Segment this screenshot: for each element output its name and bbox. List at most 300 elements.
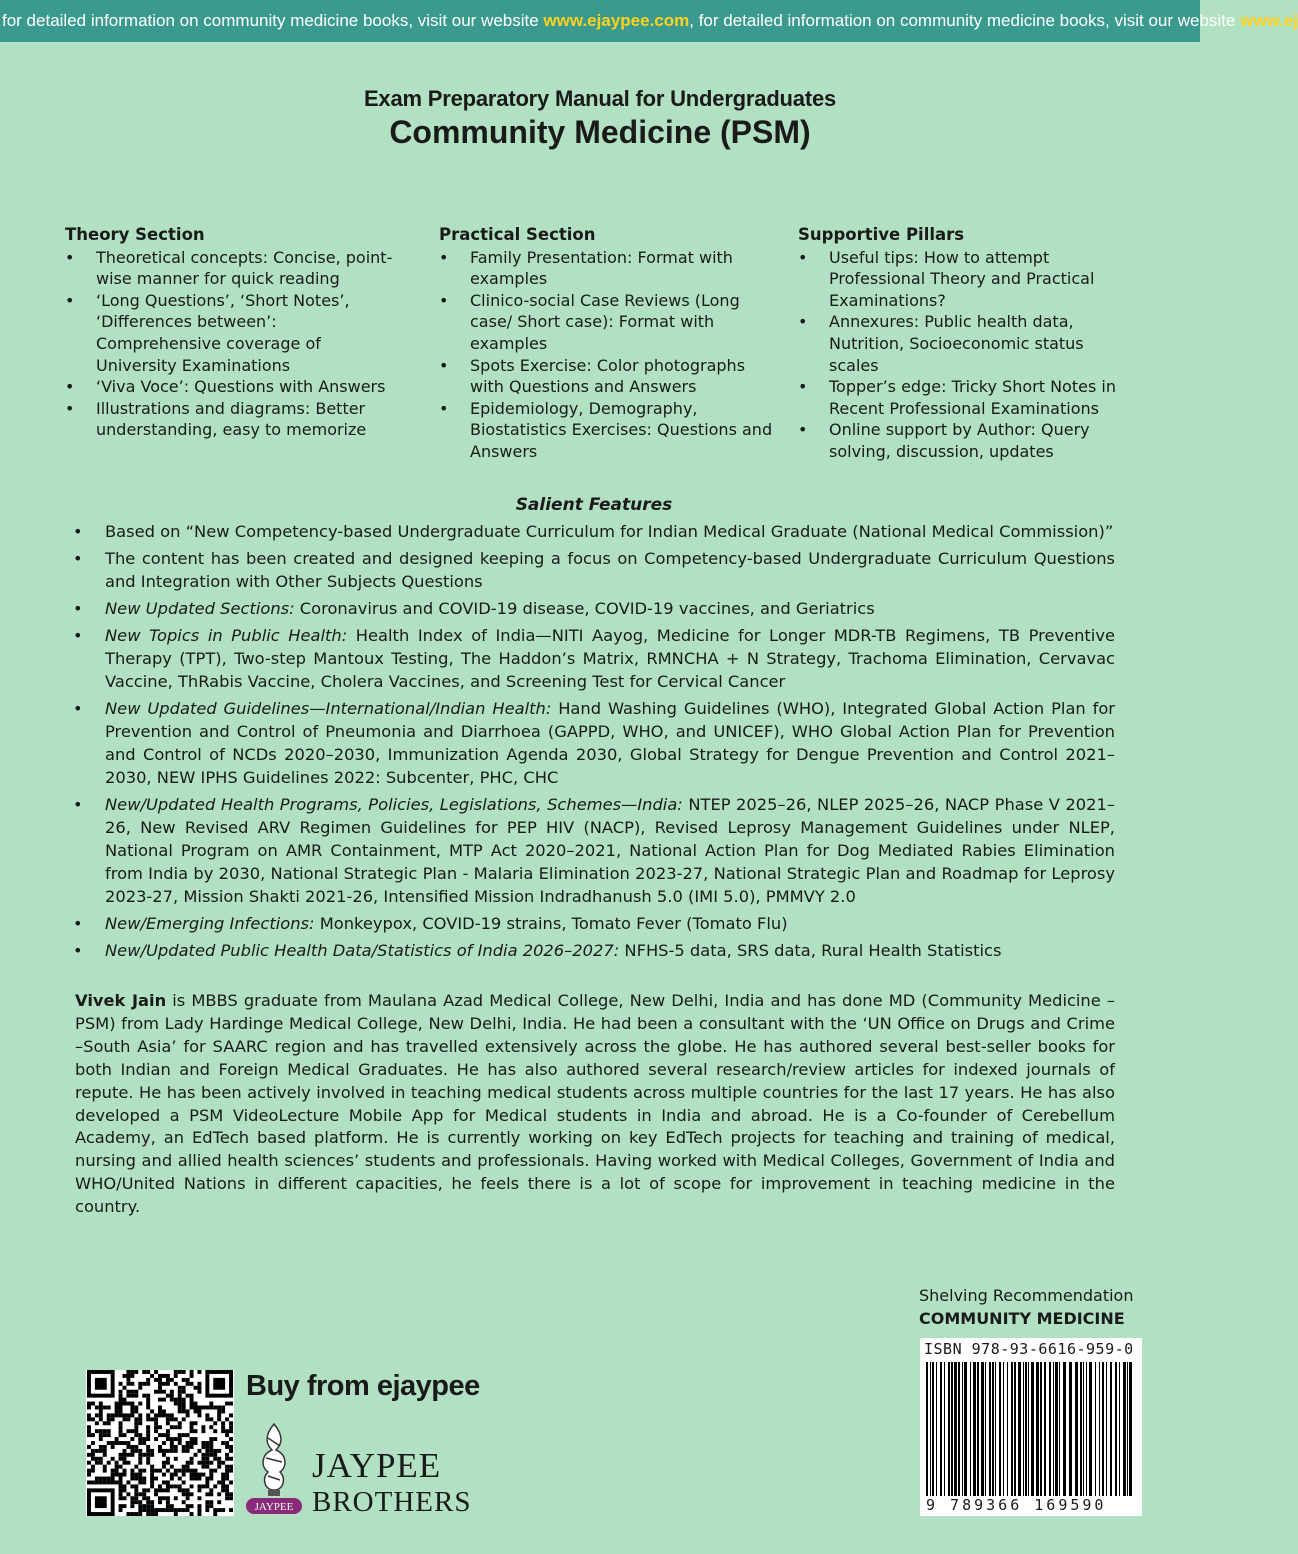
qr-module bbox=[182, 1508, 186, 1512]
qr-module bbox=[123, 1496, 127, 1500]
qr-module bbox=[197, 1382, 201, 1386]
qr-module bbox=[138, 1437, 142, 1441]
qr-module bbox=[182, 1465, 186, 1469]
qr-module bbox=[126, 1390, 130, 1394]
barcode-bar bbox=[962, 1362, 963, 1497]
qr-module bbox=[166, 1374, 170, 1378]
qr-module bbox=[209, 1445, 213, 1449]
qr-module bbox=[229, 1421, 233, 1425]
qr-module bbox=[213, 1469, 217, 1473]
qr-module bbox=[158, 1484, 162, 1488]
qr-module bbox=[174, 1496, 178, 1500]
qr-module bbox=[197, 1504, 201, 1508]
qr-module bbox=[130, 1504, 134, 1508]
qr-module bbox=[123, 1453, 127, 1457]
qr-module bbox=[186, 1504, 190, 1508]
qr-module bbox=[178, 1390, 182, 1394]
qr-module bbox=[91, 1402, 95, 1406]
qr-module bbox=[209, 1437, 213, 1441]
qr-module bbox=[186, 1378, 190, 1382]
barcode-bar bbox=[926, 1362, 928, 1497]
qr-module bbox=[130, 1406, 134, 1410]
qr-module bbox=[103, 1480, 107, 1484]
qr-module bbox=[166, 1496, 170, 1500]
qr-module bbox=[190, 1382, 194, 1386]
qr-module bbox=[99, 1406, 103, 1410]
qr-module bbox=[158, 1425, 162, 1429]
qr-module bbox=[119, 1473, 123, 1477]
qr-module bbox=[119, 1457, 123, 1461]
qr-module bbox=[123, 1469, 127, 1473]
barcode-bar bbox=[954, 1362, 957, 1497]
qr-module bbox=[190, 1457, 194, 1461]
qr-module bbox=[95, 1496, 107, 1508]
qr-module bbox=[107, 1406, 111, 1410]
qr-module bbox=[178, 1437, 182, 1441]
qr-module bbox=[146, 1398, 150, 1402]
barcode-bar bbox=[1069, 1362, 1072, 1497]
qr-module bbox=[142, 1469, 146, 1473]
barcode-bar bbox=[981, 1362, 984, 1497]
qr-module bbox=[162, 1398, 166, 1402]
qr-module bbox=[130, 1469, 134, 1473]
qr-module bbox=[197, 1390, 201, 1394]
qr-module bbox=[150, 1374, 154, 1378]
qr-module bbox=[138, 1457, 142, 1461]
qr-module bbox=[158, 1406, 162, 1410]
qr-module bbox=[158, 1413, 162, 1417]
feature-text: NFHS-5 data, SRS data, Rural Health Statistics bbox=[619, 941, 1002, 960]
qr-module bbox=[170, 1473, 174, 1477]
barcode-bar bbox=[973, 1362, 976, 1497]
qr-module bbox=[99, 1402, 103, 1406]
feature-item bbox=[73, 912, 1115, 935]
website-link-1[interactable]: www.ejaypee.com bbox=[543, 11, 690, 30]
qr-module bbox=[99, 1449, 103, 1453]
salient-features bbox=[73, 494, 1115, 966]
qr-module bbox=[158, 1449, 162, 1453]
qr-module bbox=[213, 1512, 217, 1516]
barcode-bar bbox=[992, 1362, 994, 1497]
qr-module bbox=[186, 1433, 190, 1437]
qr-module bbox=[146, 1488, 150, 1492]
qr-module bbox=[197, 1496, 201, 1500]
qr-module bbox=[201, 1406, 205, 1410]
qr-module bbox=[162, 1413, 166, 1417]
qr-module bbox=[225, 1465, 229, 1469]
qr-module bbox=[146, 1457, 150, 1461]
qr-module bbox=[190, 1445, 194, 1449]
feature-item bbox=[73, 624, 1115, 693]
qr-module bbox=[209, 1473, 213, 1477]
qr-module bbox=[182, 1473, 186, 1477]
qr-module bbox=[130, 1409, 134, 1413]
qr-module bbox=[123, 1433, 127, 1437]
qr-module bbox=[197, 1370, 201, 1374]
feature-item bbox=[73, 547, 1115, 593]
qr-module bbox=[103, 1449, 107, 1453]
qr-module bbox=[229, 1402, 233, 1406]
qr-module bbox=[229, 1425, 233, 1429]
qr-module bbox=[197, 1386, 201, 1390]
qr-module bbox=[158, 1409, 162, 1413]
qr-module bbox=[170, 1425, 174, 1429]
qr-module bbox=[119, 1409, 123, 1413]
book-header bbox=[0, 86, 1200, 151]
qr-module bbox=[201, 1453, 205, 1457]
qr-module bbox=[162, 1473, 166, 1477]
book-subtitle: Exam Preparatory Manual for Undergraduates bbox=[363, 86, 837, 111]
qr-module bbox=[134, 1465, 138, 1469]
theory-item: • ‘Long Questions’, ‘Short Notes’, ‘Differences between’: Comprehensive coverage of University Examinations bbox=[65, 290, 395, 376]
qr-module bbox=[146, 1445, 150, 1449]
qr-module bbox=[150, 1480, 154, 1484]
qr-module bbox=[197, 1461, 201, 1465]
qr-module bbox=[205, 1441, 209, 1445]
qr-module bbox=[162, 1496, 166, 1500]
salient-heading: Salient Features bbox=[515, 495, 673, 515]
qr-module bbox=[170, 1449, 174, 1453]
qr-module bbox=[217, 1480, 221, 1484]
qr-module bbox=[146, 1504, 150, 1508]
qr-module bbox=[166, 1469, 170, 1473]
qr-module bbox=[205, 1453, 209, 1457]
qr-module bbox=[138, 1477, 142, 1481]
qr-module bbox=[170, 1445, 174, 1449]
qr-module bbox=[138, 1417, 142, 1421]
qr-module bbox=[162, 1461, 166, 1465]
qr-module bbox=[209, 1453, 213, 1457]
qr-module bbox=[170, 1413, 174, 1417]
qr-module bbox=[146, 1461, 150, 1465]
qr-module bbox=[166, 1461, 170, 1465]
qr-module bbox=[186, 1496, 190, 1500]
qr-module bbox=[190, 1484, 194, 1488]
qr-module bbox=[123, 1374, 127, 1378]
qr-module bbox=[119, 1382, 123, 1386]
qr-module bbox=[91, 1449, 95, 1453]
qr-module bbox=[186, 1488, 190, 1492]
qr-module bbox=[142, 1480, 146, 1484]
barcode-icon bbox=[926, 1362, 1136, 1497]
qr-module bbox=[221, 1441, 225, 1445]
qr-module bbox=[201, 1441, 205, 1445]
qr-module bbox=[158, 1433, 162, 1437]
qr-module bbox=[178, 1398, 182, 1402]
qr-module bbox=[119, 1484, 123, 1488]
qr-module bbox=[197, 1409, 201, 1413]
qr-module bbox=[221, 1473, 225, 1477]
qr-module bbox=[146, 1453, 150, 1457]
feature-lead: New Updated Guidelines—International/Indian Health: bbox=[105, 699, 552, 718]
qr-module bbox=[91, 1417, 95, 1421]
qr-module bbox=[205, 1480, 209, 1484]
qr-module bbox=[150, 1465, 154, 1469]
qr-module bbox=[221, 1477, 225, 1481]
book-title: Community Medicine (PSM) bbox=[389, 114, 811, 150]
qr-module bbox=[158, 1382, 162, 1386]
qr-module bbox=[190, 1504, 194, 1508]
barcode-bar bbox=[951, 1362, 953, 1497]
qr-module bbox=[182, 1433, 186, 1437]
qr-module bbox=[221, 1409, 225, 1413]
qr-module bbox=[115, 1409, 119, 1413]
publisher-line-1: JAYPEE bbox=[312, 1446, 442, 1485]
qr-module bbox=[134, 1492, 138, 1496]
qr-module bbox=[130, 1477, 134, 1481]
qr-module bbox=[178, 1469, 182, 1473]
qr-module bbox=[225, 1429, 229, 1433]
qr-module bbox=[221, 1480, 225, 1484]
qr-module bbox=[182, 1417, 186, 1421]
qr-module bbox=[162, 1433, 166, 1437]
qr-module bbox=[91, 1433, 95, 1437]
qr-module bbox=[170, 1394, 174, 1398]
qr-module bbox=[174, 1457, 178, 1461]
qr-module bbox=[166, 1429, 170, 1433]
practical-item: • Clinico-social Case Reviews (Long case/ Short case): Format with examples bbox=[439, 290, 774, 355]
barcode-bar bbox=[1055, 1362, 1058, 1497]
qr-module bbox=[130, 1413, 134, 1417]
qr-module bbox=[178, 1441, 182, 1445]
qr-module bbox=[182, 1488, 186, 1492]
qr-module bbox=[115, 1469, 119, 1473]
feature-text: Coronavirus and COVID-19 disease, COVID-19 vaccines, and Geriatrics bbox=[294, 599, 875, 618]
qr-module bbox=[158, 1445, 162, 1449]
feature-text: Based on “New Competency-based Undergraduate Curriculum for Indian Medical Graduate (National Medical Commission)” bbox=[105, 522, 1114, 541]
qr-module bbox=[186, 1461, 190, 1465]
qr-module bbox=[134, 1512, 138, 1516]
logo-badge-text: JAYPEE bbox=[254, 1501, 294, 1513]
qr-module bbox=[186, 1441, 190, 1445]
qr-module bbox=[178, 1433, 182, 1437]
qr-module bbox=[123, 1484, 127, 1488]
qr-module bbox=[146, 1512, 150, 1516]
feature-lead: New/Updated Health Programs, Policies, Legislations, Schemes—India: bbox=[105, 795, 683, 814]
qr-module bbox=[142, 1370, 146, 1374]
qr-module bbox=[229, 1449, 233, 1453]
qr-module bbox=[158, 1500, 162, 1504]
qr-module bbox=[99, 1433, 103, 1437]
qr-module bbox=[162, 1382, 166, 1386]
qr-module bbox=[170, 1398, 174, 1402]
qr-module bbox=[201, 1461, 205, 1465]
qr-module bbox=[134, 1449, 138, 1453]
barcode-bar bbox=[1110, 1362, 1112, 1497]
qr-module bbox=[174, 1484, 178, 1488]
qr-module bbox=[229, 1437, 233, 1441]
shelving-label: Shelving Recommendation bbox=[919, 1286, 1134, 1305]
qr-module bbox=[186, 1465, 190, 1469]
qr-module bbox=[174, 1437, 178, 1441]
qr-module bbox=[123, 1398, 127, 1402]
qr-module bbox=[154, 1417, 158, 1421]
qr-module bbox=[150, 1508, 154, 1512]
qr-module bbox=[209, 1406, 213, 1410]
qr-module bbox=[205, 1492, 209, 1496]
qr-module bbox=[229, 1492, 233, 1496]
qr-module bbox=[111, 1469, 115, 1473]
qr-module bbox=[154, 1390, 158, 1394]
qr-module bbox=[134, 1409, 138, 1413]
qr-module bbox=[154, 1425, 158, 1429]
qr-module bbox=[170, 1441, 174, 1445]
qr-module bbox=[95, 1461, 99, 1465]
qr-module bbox=[115, 1461, 119, 1465]
qr-module bbox=[182, 1449, 186, 1453]
qr-module bbox=[201, 1473, 205, 1477]
qr-module bbox=[205, 1461, 209, 1465]
qr-module bbox=[146, 1429, 150, 1433]
feature-lead: New/Emerging Infections: bbox=[105, 914, 315, 933]
qr-module bbox=[174, 1508, 178, 1512]
qr-module bbox=[209, 1449, 213, 1453]
qr-module bbox=[229, 1457, 233, 1461]
website-link-2[interactable]: www.ej bbox=[1240, 11, 1298, 30]
qr-module bbox=[201, 1425, 205, 1429]
feature-item bbox=[73, 697, 1115, 789]
qr-module bbox=[190, 1374, 194, 1378]
qr-module bbox=[186, 1409, 190, 1413]
qr-module bbox=[138, 1473, 142, 1477]
qr-module bbox=[166, 1437, 170, 1441]
qr-module bbox=[123, 1449, 127, 1453]
qr-module bbox=[197, 1512, 201, 1516]
qr-module bbox=[119, 1504, 123, 1508]
qr-module bbox=[166, 1480, 170, 1484]
qr-module bbox=[225, 1484, 229, 1488]
practical-heading: Practical Section bbox=[439, 225, 596, 244]
qr-module bbox=[178, 1386, 182, 1390]
qr-module bbox=[87, 1413, 91, 1417]
qr-module bbox=[123, 1441, 127, 1445]
qr-module bbox=[166, 1508, 170, 1512]
qr-module bbox=[103, 1445, 107, 1449]
qr-module bbox=[130, 1370, 134, 1374]
isbn-digits: 9 789366 169590 bbox=[926, 1496, 1136, 1514]
barcode-bar bbox=[1011, 1362, 1013, 1497]
qr-module bbox=[178, 1406, 182, 1410]
barcode-bar bbox=[995, 1362, 996, 1497]
qr-module bbox=[146, 1508, 150, 1512]
qr-module bbox=[150, 1417, 154, 1421]
qr-module bbox=[87, 1473, 91, 1477]
qr-module bbox=[146, 1425, 150, 1429]
qr-module bbox=[130, 1512, 134, 1516]
qr-code[interactable] bbox=[86, 1370, 234, 1516]
qr-module bbox=[134, 1484, 138, 1488]
barcode-bar bbox=[1075, 1362, 1078, 1497]
qr-module bbox=[174, 1402, 178, 1406]
qr-module bbox=[174, 1398, 178, 1402]
qr-module bbox=[170, 1504, 174, 1508]
author-name: Vivek Jain bbox=[75, 991, 167, 1010]
qr-module bbox=[229, 1445, 233, 1449]
barcode-bar bbox=[1044, 1362, 1046, 1497]
barcode-bar bbox=[1123, 1362, 1126, 1497]
qr-module bbox=[134, 1477, 138, 1481]
qr-module bbox=[126, 1394, 130, 1398]
qr-module bbox=[194, 1406, 198, 1410]
qr-module bbox=[197, 1488, 201, 1492]
qr-module bbox=[138, 1449, 142, 1453]
qr-module bbox=[194, 1437, 198, 1441]
qr-module bbox=[162, 1480, 166, 1484]
qr-module bbox=[174, 1445, 178, 1449]
qr-module bbox=[103, 1469, 107, 1473]
qr-module bbox=[170, 1477, 174, 1481]
qr-module bbox=[123, 1402, 127, 1406]
qr-module bbox=[182, 1469, 186, 1473]
qr-module bbox=[146, 1437, 150, 1441]
qr-module bbox=[95, 1477, 99, 1481]
qr-module bbox=[134, 1394, 138, 1398]
barcode-bar bbox=[1095, 1362, 1096, 1497]
qr-module bbox=[186, 1508, 190, 1512]
qr-module bbox=[162, 1374, 166, 1378]
qr-module bbox=[182, 1370, 186, 1374]
qr-module bbox=[205, 1406, 209, 1410]
qr-module bbox=[225, 1477, 229, 1481]
qr-module bbox=[130, 1453, 134, 1457]
feature-text: Hand Washing Guidelines (WHO), Integrated Global Action Plan for Prevention and Control of Pneumonia and Diarrhoea (GAPPD, WHO, and UNICEF), WHO Global Action Plan for Prevention and Control of NCDs 2020–2030, Immunization Agenda 2030, Global Strategy for Dengue Prevention and Control 2021–2030, NEW IPHS Guidelines 2022: Subcenter, PHC, CHC bbox=[105, 699, 1116, 787]
qr-module bbox=[158, 1508, 162, 1512]
barcode-bar bbox=[1053, 1362, 1054, 1497]
qr-module bbox=[225, 1433, 229, 1437]
qr-module bbox=[115, 1480, 119, 1484]
qr-module bbox=[115, 1406, 119, 1410]
qr-module bbox=[209, 1425, 213, 1429]
qr-module bbox=[162, 1449, 166, 1453]
website-banner bbox=[0, 0, 1298, 42]
qr-module bbox=[150, 1512, 154, 1516]
qr-module bbox=[154, 1370, 158, 1374]
barcode-bar bbox=[1119, 1362, 1120, 1497]
qr-module bbox=[162, 1441, 166, 1445]
theory-item: • Theoretical concepts: Concise, point-wise manner for quick reading bbox=[65, 247, 395, 290]
qr-module bbox=[162, 1508, 166, 1512]
qr-module bbox=[142, 1508, 146, 1512]
qr-module bbox=[221, 1421, 225, 1425]
barcode-bar bbox=[1018, 1362, 1021, 1497]
qr-module bbox=[166, 1484, 170, 1488]
qr-module bbox=[190, 1492, 194, 1496]
barcode-bar bbox=[1099, 1362, 1100, 1497]
qr-module bbox=[126, 1429, 130, 1433]
qr-module bbox=[190, 1398, 194, 1402]
supportive-pillars-section bbox=[798, 224, 1138, 463]
qr-module bbox=[134, 1429, 138, 1433]
qr-module bbox=[217, 1417, 221, 1421]
qr-module bbox=[130, 1382, 134, 1386]
qr-module bbox=[126, 1445, 130, 1449]
qr-module bbox=[119, 1402, 123, 1406]
qr-module bbox=[217, 1461, 221, 1465]
qr-module bbox=[174, 1425, 178, 1429]
qr-module bbox=[134, 1390, 138, 1394]
qr-module bbox=[217, 1508, 221, 1512]
qr-module bbox=[205, 1500, 209, 1504]
qr-module bbox=[154, 1429, 158, 1433]
qr-module bbox=[221, 1429, 225, 1433]
qr-module bbox=[119, 1480, 123, 1484]
practical-item: • Epidemiology, Demography, Biostatistics Exercises: Questions and Answers bbox=[439, 398, 774, 463]
qr-module bbox=[119, 1453, 123, 1457]
qr-module bbox=[225, 1445, 229, 1449]
qr-module bbox=[166, 1504, 170, 1508]
barcode-bar bbox=[989, 1362, 991, 1497]
qr-module bbox=[130, 1390, 134, 1394]
